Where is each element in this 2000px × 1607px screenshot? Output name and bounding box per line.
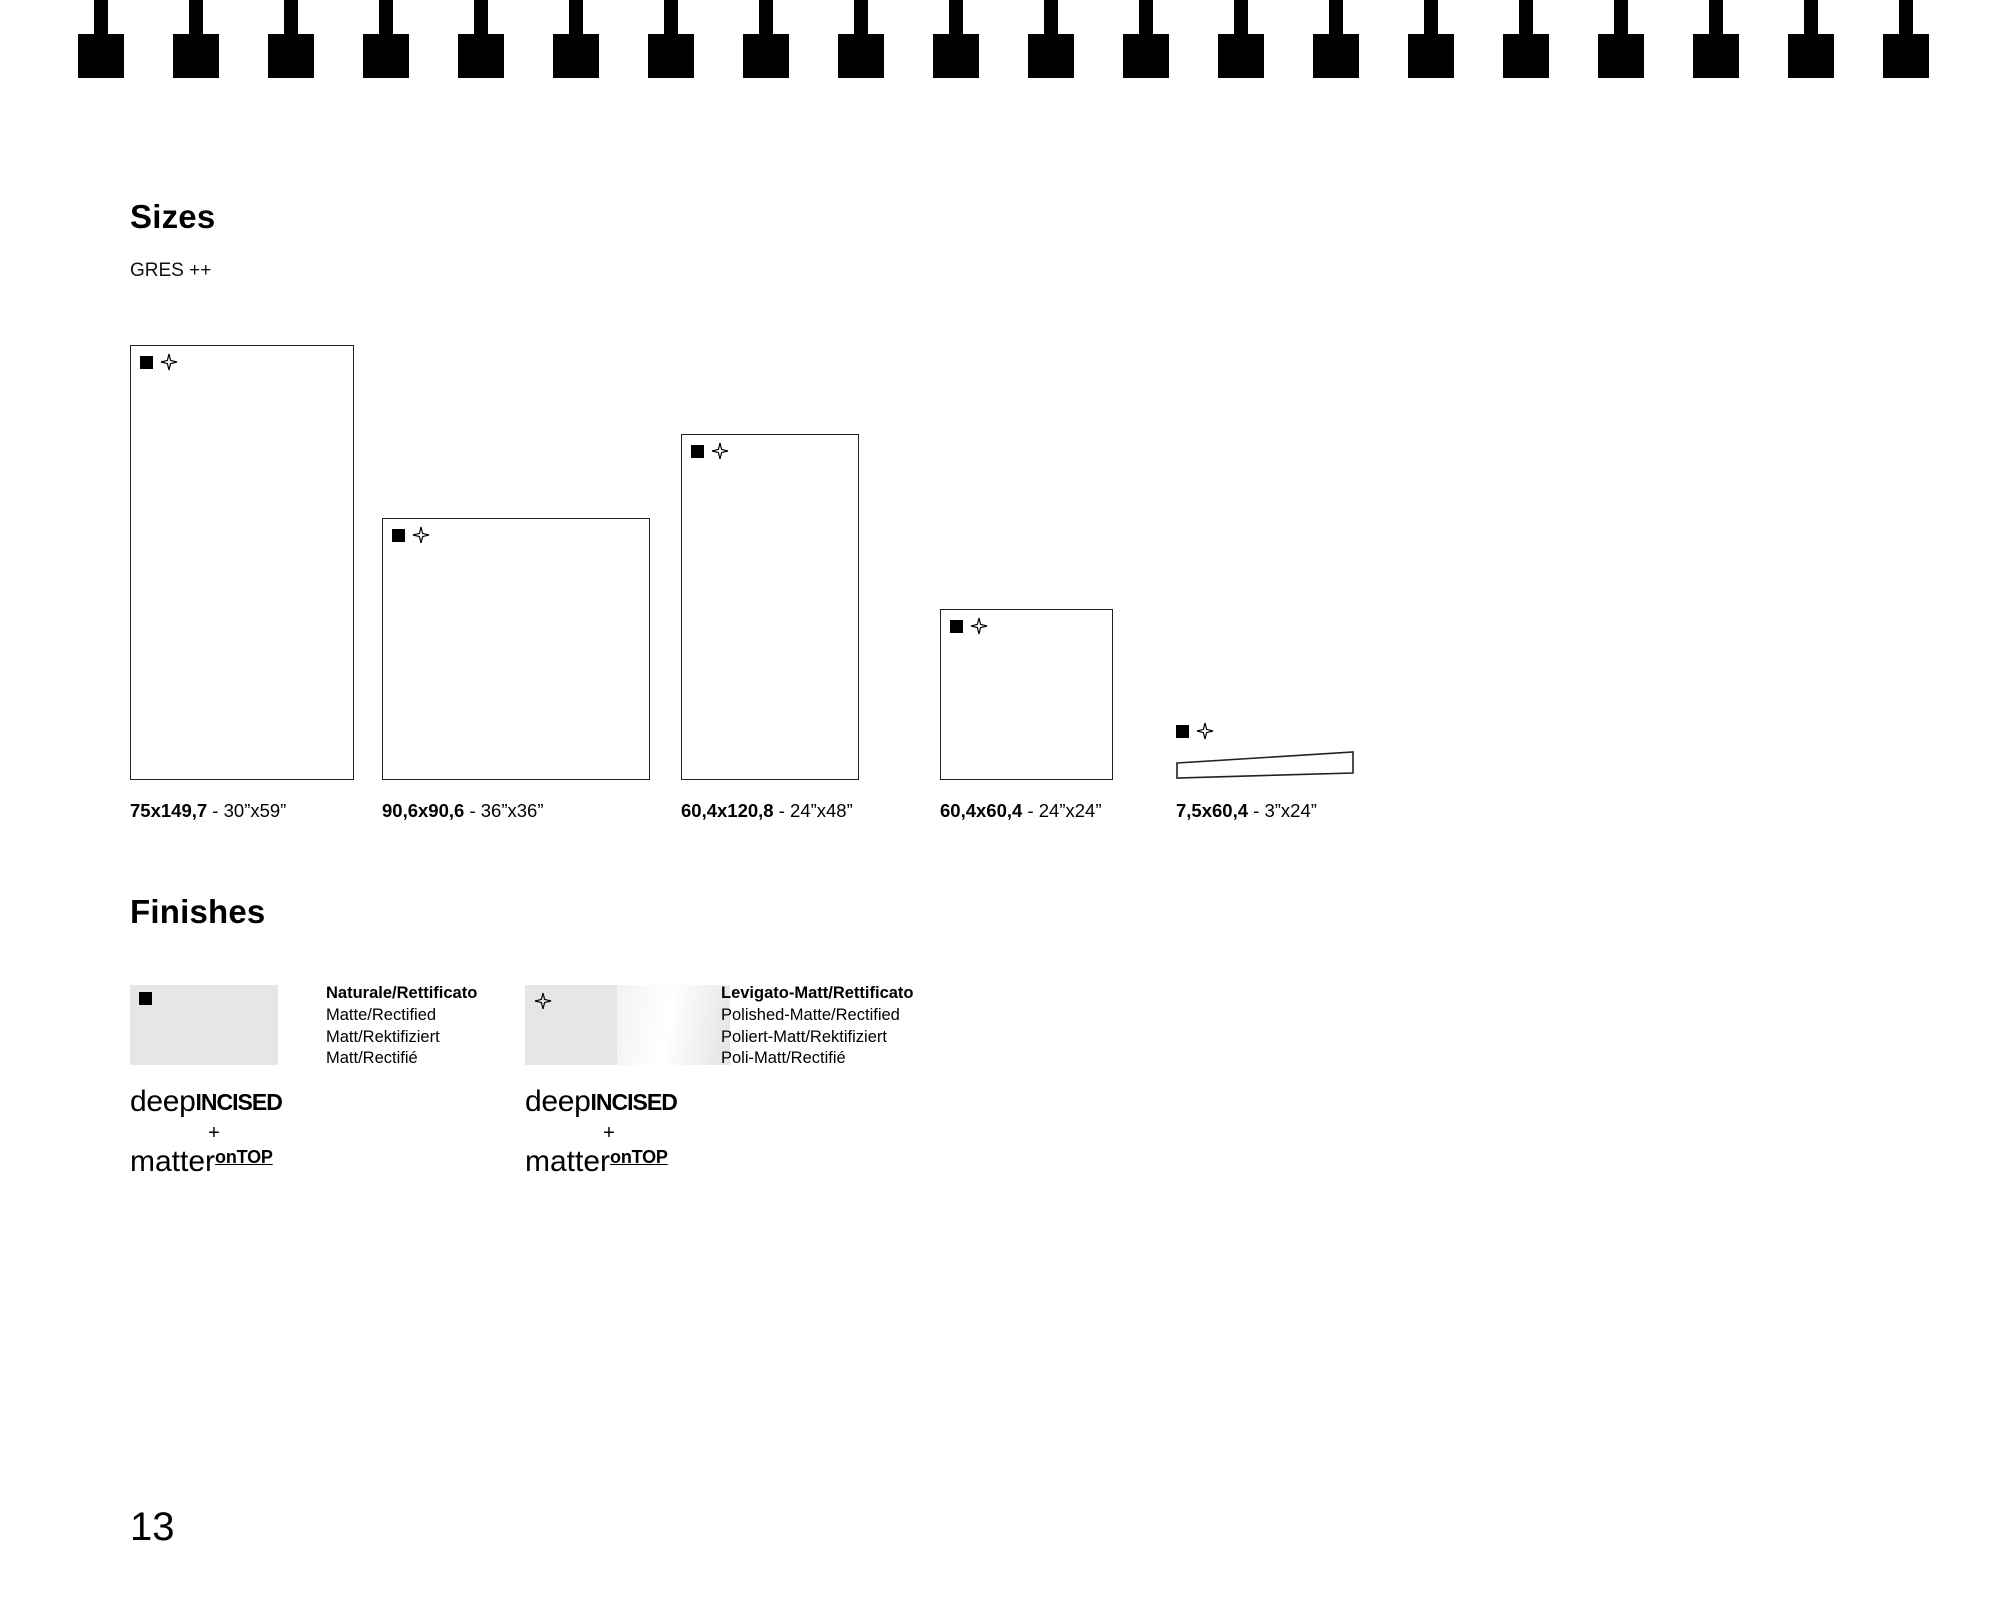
finish-line-en: Polished-Matte/Rectified (721, 1005, 900, 1024)
swatch-marks (140, 353, 178, 371)
deep-word: deep (130, 1085, 196, 1118)
finish-heading: Naturale/Rettificato (326, 984, 478, 1002)
finish-line-fr: Poli-Matt/Rectifié (721, 1049, 846, 1068)
brand-lockup-matte (130, 1087, 298, 1177)
finish-item-polished (525, 985, 1085, 1245)
finishes-section-title: Finishes (130, 893, 266, 930)
square-mark-icon (140, 356, 153, 369)
sparkle-mark-icon (412, 526, 430, 544)
matterontop-wordmark (525, 1147, 693, 1177)
finish-line-fr: Matt/Rectifié (326, 1049, 418, 1068)
finish-swatch-polished-right (617, 985, 730, 1065)
square-mark-glyph (139, 992, 152, 1005)
size-imperial: - 36”x36” (464, 800, 544, 821)
deepincised-wordmark (130, 1087, 298, 1117)
size-caption-75x149 (130, 800, 286, 822)
square-mark-icon (1176, 725, 1189, 738)
plus-separator: + (208, 1122, 220, 1144)
size-swatch-90x90 (382, 518, 650, 780)
brand-lockup-polished (525, 1087, 693, 1177)
size-name: 60,4x60,4 (940, 800, 1023, 821)
sparkle-mark-icon (1196, 722, 1214, 740)
size-imperial: - 24”x24” (1022, 800, 1102, 821)
size-imperial: - 3”x24” (1248, 800, 1317, 821)
deep-word: deep (525, 1085, 591, 1118)
size-caption-90x90 (382, 800, 543, 822)
sparkle-mark-icon (970, 617, 988, 635)
size-caption-7x60 (1176, 800, 1317, 822)
deepincised-wordmark (525, 1087, 693, 1117)
size-imperial: - 24”x48” (773, 800, 853, 821)
swatch-marks-strip (1176, 722, 1214, 740)
sparkle-mark-glyph (534, 992, 552, 1010)
finish-swatch-matte (130, 985, 278, 1065)
finish-line-de: Matt/Rektifiziert (326, 1027, 440, 1046)
material-label: GRES ++ (130, 260, 212, 281)
swatch-marks (392, 526, 430, 544)
finish-description-matte (326, 983, 477, 1070)
size-name: 75x149,7 (130, 800, 208, 821)
matter-word: matter (525, 1145, 611, 1178)
finish-line-en: Matte/Rectified (326, 1005, 437, 1024)
finish-line-de: Poliert-Matt/Rektifiziert (721, 1027, 887, 1046)
size-caption-60x60 (940, 800, 1101, 822)
ontop-word: onTOP (610, 1147, 668, 1167)
incised-word: INCISED (195, 1089, 282, 1115)
size-imperial: - 30”x59” (207, 800, 287, 821)
page-number: 13 (130, 1505, 175, 1549)
finish-heading: Levigato-Matt/Rettificato (721, 984, 914, 1002)
size-name: 7,5x60,4 (1176, 800, 1249, 821)
incised-word: INCISED (590, 1089, 677, 1115)
square-mark-icon (139, 992, 152, 1009)
square-mark-icon (392, 529, 405, 542)
matterontop-wordmark (130, 1147, 298, 1177)
size-caption-60x120 (681, 800, 853, 822)
swatch-marks (950, 617, 988, 635)
size-swatch-75x149 (130, 345, 354, 780)
sizes-section-title: Sizes (130, 198, 216, 235)
size-name: 90,6x90,6 (382, 800, 465, 821)
square-mark-icon (950, 620, 963, 633)
size-swatch-60x120 (681, 434, 859, 780)
sparkle-mark-icon (711, 442, 729, 460)
size-swatch-60x60 (940, 609, 1113, 780)
plus-separator: + (603, 1122, 615, 1144)
finish-swatch-polished-left (525, 985, 617, 1065)
ontop-word: onTOP (215, 1147, 273, 1167)
sparkle-mark-icon (534, 992, 552, 1014)
swatch-marks (691, 442, 729, 460)
size-name: 60,4x120,8 (681, 800, 774, 821)
square-mark-icon (691, 445, 704, 458)
sparkle-mark-icon (160, 353, 178, 371)
size-swatch-7x60 (1176, 744, 1354, 780)
finish-description-polished (721, 983, 914, 1070)
matter-word: matter (130, 1145, 216, 1178)
